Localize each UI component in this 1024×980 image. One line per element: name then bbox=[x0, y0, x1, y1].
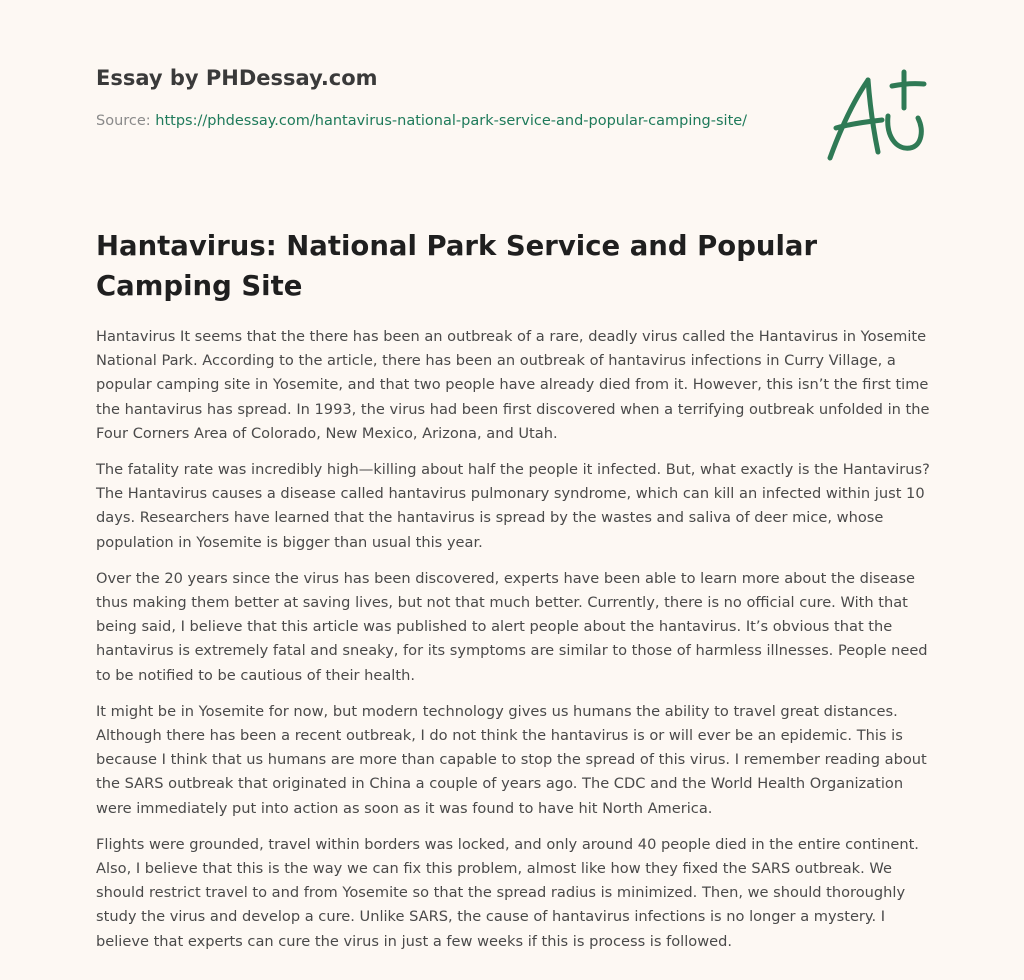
page-header bbox=[96, 64, 756, 133]
source-line bbox=[96, 110, 756, 133]
essay-paragraph: It might be in Yosemite for now, but modern technology gives us humans the ability to travel great distances. Although there has been a recent outbreak, I do not think the hantavirus is or will ever be an epidemic. This is because I think that us humans are more than capable to stop the spread of this virus. I remember reading about the SARS outbreak that originated in China a couple of years ago. The CDC and the World Health Organization were immediately put into action as soon as it was found to have hit North America. bbox=[96, 702, 927, 817]
essay-paragraph: Over the 20 years since the virus has been discovered, experts have been able to learn more about the disease thus making them better at saving lives, but not that much better. Currently, there is no official cure. With that being said, I believe that this article was published to alert people about the hantavirus. It’s obvious that the hantavirus is extremely fatal and sneaky, for its symptoms are similar to those of harmless illnesses. People need to be notified to be cautious of their health. bbox=[96, 569, 928, 684]
essay-paragraph: Hantavirus It seems that the there has been an outbreak of a rare, deadly virus called the Hantavirus in Yosemite National Park. According to the article, there has been an outbreak of hantavirus infections in Curry Village, a popular camping site in Yosemite, and that two people have already died from it. However, this isn’t the first time the hantavirus has spread. In 1993, the virus had been first discovered when a terrifying outbreak unfolded in the Four Corners Area of Colorado, New Mexico, Arizona, and Utah. bbox=[96, 328, 930, 442]
essay-body bbox=[96, 325, 932, 966]
a-plus-grade-icon bbox=[818, 66, 930, 166]
source-link[interactable]: https://phdessay.com/hantavirus-national-park-service-and-popular-camping-site/ bbox=[155, 113, 748, 129]
essay-title: Hantavirus: National Park Service and Popular Camping Site bbox=[96, 230, 818, 302]
essay-paragraph: Flights were grounded, travel within borders was locked, and only around 40 people died in the entire continent. Also, I believe that this is the way we can fix this problem, almost like how they fixed the SARS outbreak. We should restrict travel to and from Yosemite so that the spread radius is minimized. Then, we should thoroughly study the virus and develop a cure. Unlike SARS, the cause of hantavirus infections is no longer a mystery. I believe that experts can cure the virus in just a few weeks if this is process is followed. bbox=[96, 835, 919, 950]
essay-paragraph: The fatality rate was incredibly high—killing about half the people it infected. But, what exactly is the Hantavirus? The Hantavirus causes a disease called hantavirus pulmonary syndrome, which can kill an infected within just 10 days. Researchers have learned that the hantavirus is spread by the wastes and saliva of deer mice, whose population in Yosemite is bigger than usual this year. bbox=[96, 461, 930, 551]
source-label: Source: bbox=[96, 113, 151, 129]
site-brand: Essay by PHDessay.com bbox=[96, 66, 378, 90]
